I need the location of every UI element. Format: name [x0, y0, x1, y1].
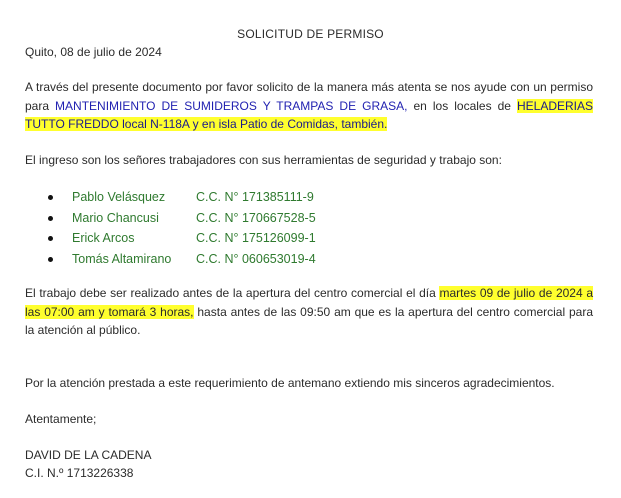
- worker-name: Mario Chancusi: [72, 210, 159, 225]
- date-line: Quito, 08 de julio de 2024: [25, 45, 162, 59]
- document-title: SOLICITUD DE PERMISO: [237, 27, 384, 41]
- request-text-mid: en los locales de: [407, 98, 517, 113]
- thanks-paragraph: Por la atención prestada a este requerimiento de antemano extiendo mis sinceros agradecimientos.: [25, 376, 555, 390]
- schedule-text-intro: El trabajo debe ser realizado antes de la apertura del centro comercial el día: [25, 286, 440, 300]
- request-location: HELADERIAS TUTTO FREDDO local N-118A y en isla Patio de Comidas, también.: [25, 98, 594, 132]
- schedule-paragraph: [25, 284, 593, 340]
- worker-id: C.C. N° 175126099-1: [196, 231, 316, 245]
- worker-id: C.C. N° 171385111-9: [196, 190, 314, 204]
- schedule-text-end: hasta antes de las 09:50 am que es la apertura del centro comercial para la atención al público.: [25, 304, 594, 338]
- worker-name: Pablo Velásquez: [72, 190, 166, 204]
- bullet-icon: [48, 236, 53, 241]
- worker-name: Tomás Altamirano: [72, 251, 172, 266]
- schedule-highlight: martes 09 de julio de 2024 a las 07:00 am y tomará 3 horas,: [25, 286, 593, 319]
- request-text-intro: A través del presente documento por favor solicito de la manera más atenta se nos ayude con un permiso para: [25, 80, 593, 113]
- closing-line: Atentamente;: [25, 412, 97, 426]
- worker-id: C.C. N° 170667528-5: [196, 210, 316, 225]
- bullet-icon: [48, 257, 53, 262]
- bullet-icon: [48, 195, 53, 200]
- signer-name: DAVID DE LA CADENA: [25, 448, 152, 462]
- bullet-icon: [48, 216, 53, 221]
- worker-name: Erick Arcos: [72, 231, 135, 245]
- request-purpose: MANTENIMIENTO DE SUMIDEROS Y TRAMPAS DE GRASA,: [55, 98, 408, 113]
- signer-id: C.I. N.º 1713226338: [25, 466, 134, 480]
- workers-intro: El ingreso son los señores trabajadores con sus herramientas de seguridad y trabajo son:: [25, 153, 502, 167]
- worker-id: C.C. N° 060653019-4: [196, 251, 316, 266]
- request-paragraph: [25, 78, 593, 134]
